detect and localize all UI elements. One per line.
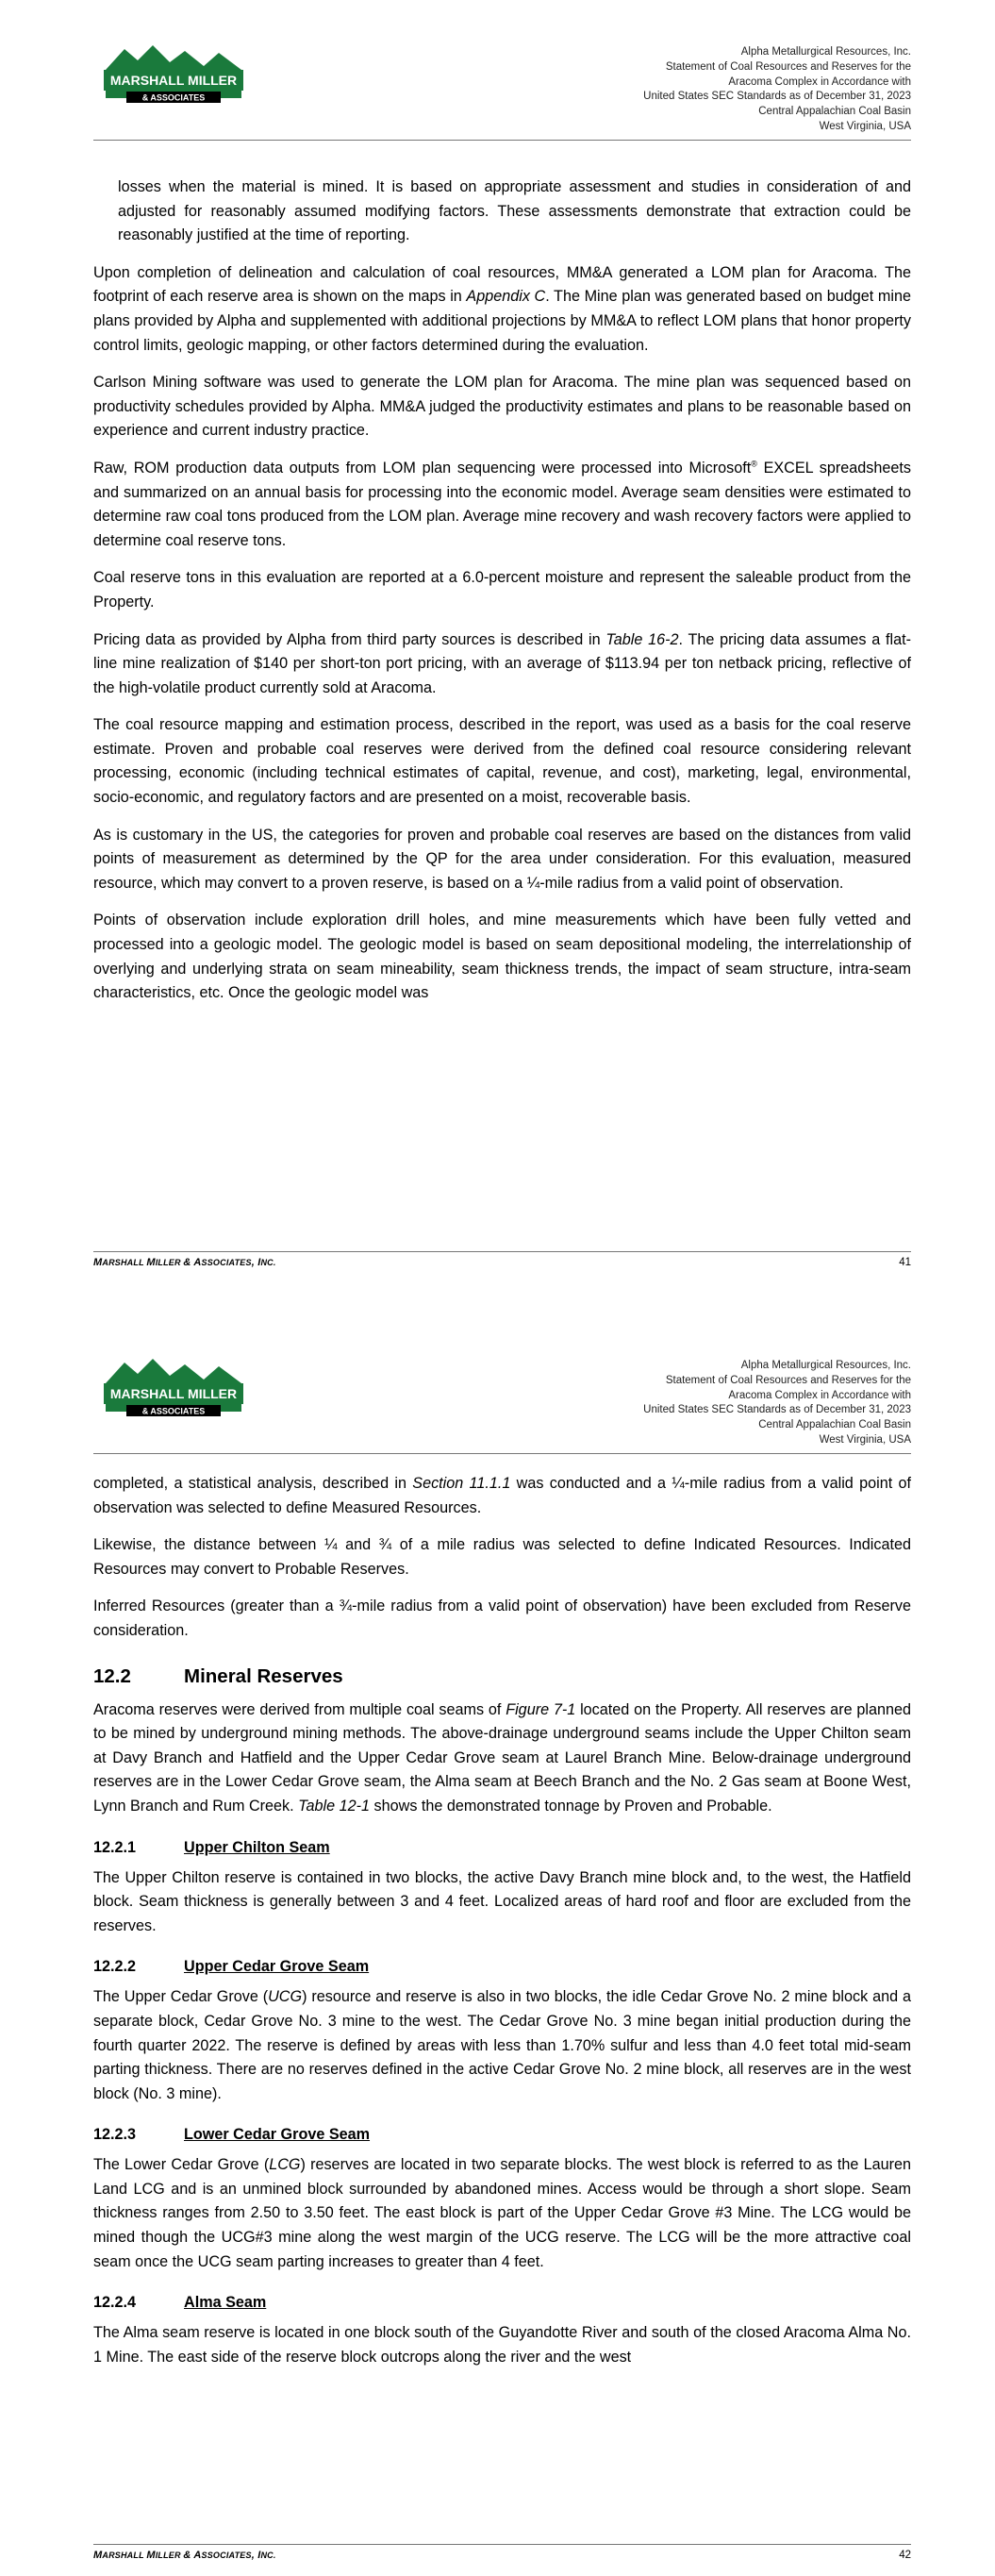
report-header [421, 45, 911, 135]
subsection-heading-12-2-3: 12.2.3 Lower Cedar Grove Seam [93, 2126, 371, 2144]
paragraph: The coal resource mapping and estimation process, described in the report, was used as a basis for the coal reserve estimate. Proven and probable coal reserves were derived from the defined coal resource considering relevant processing, economic (including technical estimates of capital, revenue, and cost), marketing, legal, environmental, socio-economic, and regulatory factors and are presented on a moist, recoverable basis. [93, 716, 911, 807]
page-41-body [93, 176, 911, 1019]
paragraph: Pricing data as provided by Alpha from third party sources is described in Table 16-2. The pricing data assumes a flat-line mine realization of $140 per short-ton port pricing, with an average of $113.94 per ton netback pricing, reflective of the high-volatile product currently sold at Aracoma. [93, 630, 911, 696]
paragraph: The Upper Cedar Grove (UCG) resource and reserve is also in two blocks, the idle Cedar Grove No. 2 mine block and a separate block, Cedar Grove No. 3 mine to the west. The Cedar Grove No. 3 mine began initial production during the fourth quarter 2022. The reserve is defined by areas with less than 1.70% sulfur and less than 4.0 feet total mid-seam parting thickness. There are no reserves defined in the active Cedar Grove No. 2 mine block, all reserves are in the west block (No. 3 mine). [93, 1988, 911, 2102]
appendix-ref: Appendix C [466, 288, 546, 306]
paragraph: Points of observation include exploration drill holes, and mine measurements which have been fully vetted and processed into a geologic model. The geologic model is based on seam depositional modeling, the interrelationship of overlying and underlying strata on seam mineability, seam thickness trends, the impact of seam structure, intra-seam characteristics, etc. Once the geologic model was [93, 912, 911, 1002]
header-line5: Central Appalachian Coal Basin [758, 106, 911, 118]
section-ref: Section 11.1.1 [412, 1475, 511, 1492]
paragraph: Upon completion of delineation and calculation of coal resources, MM&A generated a LOM plan for Aracoma. The footprint of each reserve area is shown on the maps in Appendix C. The Mine plan was generated based on budget mine plans provided by Alpha and supplemented with additional projections by MM&A to reflect LOM plans that honor property control limits, geologic mapping, or other factors determined during the evaluation. [93, 263, 911, 354]
header-line2: Statement of Coal Resources and Reserves for the [665, 1374, 911, 1386]
footer-rule [93, 2544, 911, 2545]
subsection-heading-12-2-1: 12.2.1 Upper Chilton Seam [93, 1838, 330, 1856]
header-company: Alpha Metallurgical Resources, Inc. [740, 46, 911, 58]
paragraph: The Alma seam reserve is located in one block south of the Guyandotte River and south of the closed Aracoma Alma No. 1 Mine. The east side of the reserve block outcrops along the river and the west [93, 2324, 911, 2366]
company-logo [98, 1355, 249, 1423]
paragraph: Likewise, the distance between ¼ and ¾ of a mile radius was selected to define Indicated Resources. Indicated Resources may convert to Probable Reserves. [93, 1536, 911, 1578]
paragraph: Coal reserve tons in this evaluation are reported at a 6.0-percent moisture and represent the saleable product from the Property. [93, 569, 911, 611]
registered-mark: ® [751, 459, 757, 469]
paragraph: The Upper Chilton reserve is contained in two blocks, the active Davy Branch mine block and, to the west, the Hatfield block. Seam thickness is generally between 3 and 4 feet. Localized areas of hard roof and floor are excluded from the reserves. [93, 1868, 911, 1934]
logo-main-text: MARSHALL MILLER [109, 73, 238, 88]
paragraph: As is customary in the US, the categories for proven and probable coal reserves are based on the distances from valid points of measurement as determined by the QP for the area under consideration. For this evaluation, measured resource, which may convert to a proven reserve, is based on a ¼-mile radius from a valid point of observation. [93, 826, 911, 892]
report-header [421, 1359, 911, 1448]
header-line3: Aracoma Complex in Accordance with [728, 75, 911, 88]
subsection-heading-12-2-4: 12.2.4 Alma Seam [93, 2294, 267, 2312]
paragraph: The Lower Cedar Grove (LCG) reserves are located in two separate blocks. The west block is referred to as the Lauren Land LCG and is an unmined block surrounded by abandoned mines. Access would be through a short slope. Seam thickness ranges from 2.50 to 3.50 feet. The east block is part of the Upper Cedar Grove #3 Mine. The LCG would be mined though the UCG#3 mine along the west margin of the UCG reserve. The LCG will be the more attractive coal seam once the UCG seam parting increases to greater than 4 feet. [93, 2156, 911, 2270]
document-page-42 [0, 1313, 995, 2576]
subsection-heading-12-2-2: 12.2.2 Upper Cedar Grove Seam [93, 1958, 370, 1976]
header-company: Alpha Metallurgical Resources, Inc. [740, 1360, 911, 1371]
header-line2: Statement of Coal Resources and Reserves for the [665, 60, 911, 73]
logo-sub-text: & ASSOCIATES [141, 92, 206, 103]
page-42-body [93, 1472, 911, 2383]
page-number: 41 [899, 1257, 911, 1268]
footer-firm-name: MARSHALL MILLER & ASSOCIATES, INC. [93, 1257, 276, 1268]
table-ref: Table 12-1 [298, 1797, 371, 1815]
section-heading-12-2: 12.2 Mineral Reserves [93, 1664, 343, 1687]
paragraph: losses when the material is mined. It is based on appropriate assessment and studies in consideration of and adjusted for reasonably assumed modifying factors. These assessments demonstrate that extraction could be reasonably justified at the time of reporting. [118, 178, 911, 244]
footer-firm-name: MARSHALL MILLER & ASSOCIATES, INC. [93, 2550, 276, 2561]
logo-sub-text: & ASSOCIATES [141, 1406, 206, 1416]
header-rule [93, 140, 911, 141]
paragraph: completed, a statistical analysis, described in Section 11.1.1 was conducted and a ¼-mile radius from a valid point of observation was selected to define Measured Resources. [93, 1475, 911, 1516]
company-logo [98, 42, 249, 109]
header-line4: United States SEC Standards as of December 31, 2023 [643, 91, 911, 103]
header-line6: West Virginia, USA [819, 120, 911, 132]
page-number: 42 [899, 2550, 911, 2561]
header-line3: Aracoma Complex in Accordance with [728, 1389, 911, 1401]
header-rule [93, 1453, 911, 1454]
table-ref: Table 16-2 [605, 630, 679, 648]
paragraph: Raw, ROM production data outputs from LOM plan sequencing were processed into Microsoft® EXCEL spreadsheets and summarized on an annual basis for processing into the economic model. Average seam densities were estimated to determine raw coal tons produced from the LOM plan. Average mine recovery and wash recovery factors were applied to determine coal reserve tons. [93, 459, 911, 549]
header-line4: United States SEC Standards as of December 31, 2023 [643, 1404, 911, 1416]
header-line5: Central Appalachian Coal Basin [758, 1419, 911, 1431]
header-line6: West Virginia, USA [819, 1433, 911, 1446]
logo-main-text: MARSHALL MILLER [109, 1386, 238, 1401]
paragraph: Aracoma reserves were derived from multiple coal seams of Figure 7-1 located on the Property. All reserves are planned to be mined by underground mining methods. The above-drainage underground seams include the Upper Chilton seam at Davy Branch and Hatfield and the Upper Cedar Grove seam at Laurel Branch Mine. Below-drainage underground reserves are in the Lower Cedar Grove seam, the Alma seam at Beech Branch and the No. 2 Gas seam at Boone West, Lynn Branch and Rum Creek. Table 12-1 shows the demonstrated tonnage by Proven and Probable. [93, 1700, 911, 1815]
footer-rule [93, 1251, 911, 1252]
paragraph: Carlson Mining software was used to generate the LOM plan for Aracoma. The mine plan was sequenced based on productivity schedules provided by Alpha. MM&A judged the productivity estimates and plans to be reasonable based on experience and current industry practice. [93, 374, 911, 440]
paragraph: Inferred Resources (greater than a ¾-mile radius from a valid point of observation) have been excluded from Reserve consideration. [93, 1597, 911, 1639]
figure-ref: Figure 7-1 [506, 1700, 576, 1718]
